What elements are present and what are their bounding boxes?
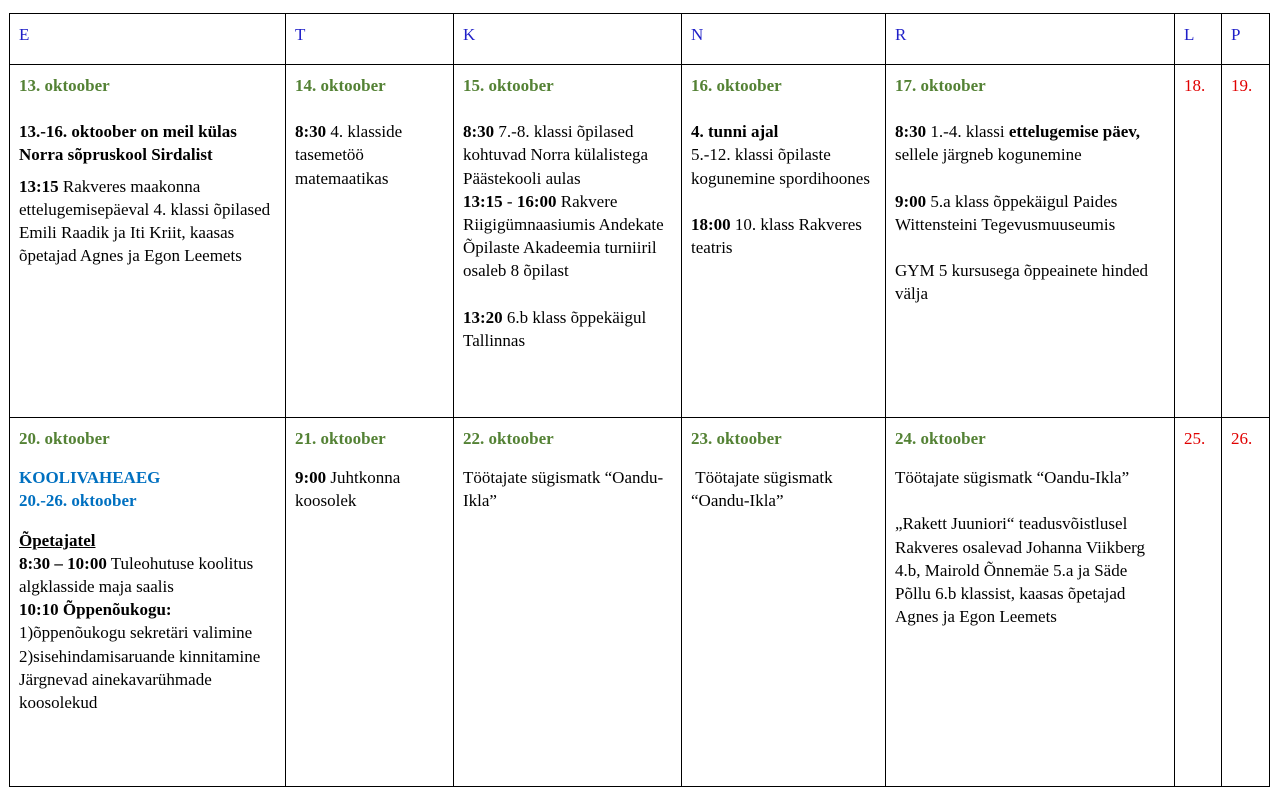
event-time: 4. tunni ajal xyxy=(691,122,779,142)
agenda-item: 1)õppenõukogu sekretäri valimine xyxy=(19,623,253,643)
day-cell-monday xyxy=(10,65,286,418)
event-item: 8:30 – 10:00 Tuleohutuse koolitus algklasside maja saalis xyxy=(19,553,254,597)
day-date: 19. xyxy=(1231,76,1253,95)
day-date: 25. xyxy=(1184,429,1206,448)
day-date: 21. oktoober xyxy=(295,429,386,448)
holiday-label: KOOLIVAHEAEG xyxy=(19,468,161,488)
header-saturday: L xyxy=(1175,14,1222,65)
day-date: 13. oktoober xyxy=(19,76,110,95)
event-item: 18:00 10. klass Rakveres teatris xyxy=(691,214,862,258)
event-item: 9:00 Juhtkonna koosolek xyxy=(295,468,401,511)
day-cell-thursday xyxy=(682,65,886,418)
event-item: 8:30 1.-4. klassi ettelugemise päev, sellele järgneb kogunemine xyxy=(895,122,1141,165)
day-cell-tuesday xyxy=(286,65,454,418)
day-cell-friday xyxy=(886,418,1175,787)
header-monday: E xyxy=(10,14,286,65)
day-date: 20. oktoober xyxy=(19,429,110,448)
day-cell-wednesday xyxy=(454,418,682,787)
agenda-item: Järgnevad ainekavarühmade koosolekud xyxy=(19,669,212,713)
week-row-1 xyxy=(10,65,1270,418)
day-cell-sunday xyxy=(1222,418,1270,787)
holiday-range: 20.-26. oktoober xyxy=(19,491,137,511)
day-date: 26. xyxy=(1231,429,1253,448)
day-date: 24. oktoober xyxy=(895,429,986,448)
event-item: „Rakett Juuniori“ teadusvõistlusel Rakveres osalevad Johanna Viikberg 4.b, Mairold Õnnemäe 5.a ja Säde Põllu 6.b klassist, kaasas õpetajad Agnes ja Egon Leemets xyxy=(895,514,1145,627)
day-cell-wednesday xyxy=(454,65,682,418)
day-date: 14. oktoober xyxy=(295,76,386,95)
day-cell-friday xyxy=(886,65,1175,418)
week-row-2 xyxy=(10,418,1270,787)
day-date: 15. oktoober xyxy=(463,76,554,95)
event-item: 13:20 6.b klass õppekäigul Tallinnas xyxy=(463,307,647,350)
event-item: 10:10 Õppenõukogu: xyxy=(19,600,172,620)
header-sunday: P xyxy=(1222,14,1270,65)
day-cell-monday xyxy=(10,418,286,787)
event-title: 13.-16. oktoober on meil külas Norra sõpruskool Sirdalist xyxy=(19,122,237,165)
day-cell-sunday xyxy=(1222,65,1270,418)
event-item: 5.-12. klassi õpilaste kogunemine spordihoones xyxy=(691,145,870,188)
event-item: Töötajate sügismatk “Oandu-Ikla” xyxy=(895,468,1130,488)
day-cell-saturday xyxy=(1175,418,1222,787)
event-item: 13:15 Rakveres maakonna ettelugemisepäeval 4. klassi õpilased Emili Raadik ja Iti Kriit, kaasas õpetajad Agnes ja Egon Leemets xyxy=(19,176,271,266)
event-item: Töötajate sügismatk “Oandu-Ikla” xyxy=(463,468,664,511)
weekday-header-row xyxy=(10,14,1270,65)
agenda-item: 2)sisehindamisaruande kinnitamine xyxy=(19,646,261,666)
day-date: 22. oktoober xyxy=(463,429,554,448)
day-cell-thursday xyxy=(682,418,886,787)
teachers-heading: Õpetajatel xyxy=(19,530,96,550)
school-calendar-table xyxy=(9,13,1270,787)
day-cell-tuesday xyxy=(286,418,454,787)
day-date: 23. oktoober xyxy=(691,429,782,448)
header-friday: R xyxy=(886,14,1175,65)
event-item: Töötajate sügismatk “Oandu-Ikla” xyxy=(691,468,837,511)
event-item: 9:00 5.a klass õppekäigul Paides Wittensteini Tegevusmuuseumis xyxy=(895,191,1118,234)
header-wednesday: K xyxy=(454,14,682,65)
day-cell-saturday xyxy=(1175,65,1222,418)
day-date: 16. oktoober xyxy=(691,76,782,95)
event-item: GYM 5 kursusega õppeainete hinded välja xyxy=(895,261,1149,304)
day-date: 17. oktoober xyxy=(895,76,986,95)
event-item: 8:30 4. klasside tasemetöö matemaatikas xyxy=(295,122,403,188)
header-tuesday: T xyxy=(286,14,454,65)
event-item: 8:30 7.-8. klassi õpilased kohtuvad Norra külalistega Päästekooli aulas xyxy=(463,122,649,188)
header-thursday: N xyxy=(682,14,886,65)
day-date: 18. xyxy=(1184,76,1206,95)
event-item: 13:15 - 16:00 Rakvere Riigigümnaasiumis Andekate Õpilaste Akadeemia turniiril osaleb 8 õpilast xyxy=(463,191,664,281)
